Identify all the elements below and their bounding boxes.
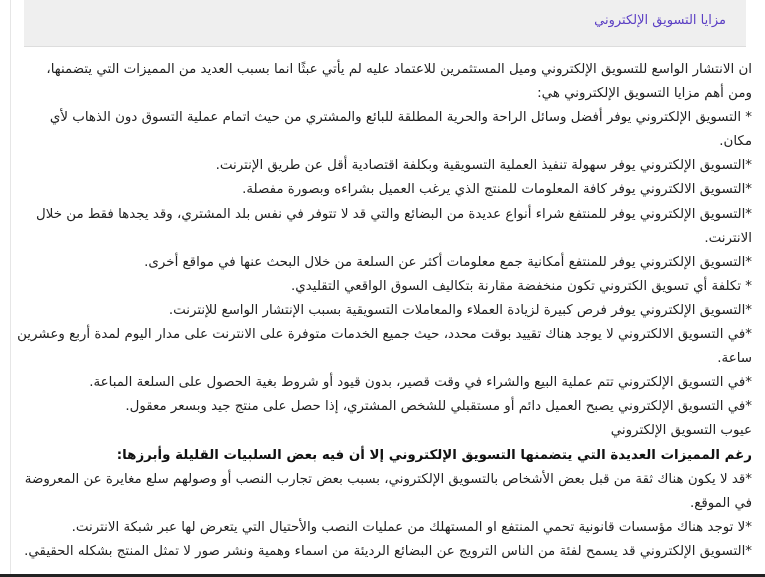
article-body xyxy=(14,58,752,564)
drawbacks-intro: رغم المميزات العديدة التي يتضمنها التسويق الإلكتروني إلا أن فيه بعض السلبيات القليلة وأبرزها: xyxy=(116,447,752,463)
section-title: مزايا التسويق الإلكتروني xyxy=(594,13,726,28)
intro-paragraph: ان الانتشار الواسع للتسويق الإلكتروني وميل المستثمرين للاعتماد عليه لم يأتي عبثًا انما بسبب العديد من المميزات التي يتضمنها، xyxy=(46,62,752,77)
drawbacks-heading: عيوب التسويق الإلكتروني xyxy=(610,423,752,439)
advantage-item: *التسويق الإلكتروني يوفر للمنتفع شراء أنواع عديدة من البضائع والتي قد لا تتوفر في نفس بلد المشتري، وقد يجدها فقط من خلال الانترنت. xyxy=(36,206,752,246)
advantage-item: * التسويق الإلكتروني يوفر أفضل وسائل الراحة والحرية المطلقة للبائع والمشتري من حيث اتمام عملية التسوق دون الذهاب لأي مكان. xyxy=(49,110,752,150)
drawback-item: *لا توجد هناك مؤسسات قانونية تحمي المنتفع او المستهلك من عمليات النصب والأحتيال التي يتعرض لها عبر شبكة الانترنت. xyxy=(71,519,752,535)
advantage-item: *في التسويق الإلكتروني تتم عملية البيع والشراء في وقت قصير، بدون قيود أو شروط بغية الحصول على السلعة المباعة. xyxy=(89,375,752,391)
section-header xyxy=(24,0,746,47)
drawback-item: *قد لا يكون هناك ثقة من قبل بعض الأشخاص بالتسويق الإلكتروني، بسبب بعض تجارب النصب أو وصولهم سلع مغايرة عن المعروضة في الموقع. xyxy=(24,471,752,511)
advantage-item: *التسويق الإلكتروني يوفر سهولة تنفيذ العملية التسويقية وبكلفة اقتصادية أقل عن طريق الإنترنت. xyxy=(215,158,752,174)
advantage-item: * تكلفة أي تسويق الكتروني تكون منخفضة مقارنة بتكاليف السوق الواقعي التقليدي. xyxy=(291,278,752,294)
drawback-item: *التسويق الإلكتروني قد يسمح لفئة من الناس الترويج عن البضائع الرديئة من اسماء وهمية ونشر صور لا تمثل المنتج بشكله الحقيقي. xyxy=(24,543,752,559)
left-border xyxy=(10,0,11,577)
advantage-item: *التسويق الالكتروني يوفر كافة المعلومات للمنتج الذي يرغب العميل بشراءه وبصورة مفصلة. xyxy=(242,182,752,198)
advantage-item: *التسويق الإلكتروني يوفر فرص كبيرة لزيادة العملاء والمعاملات التسويقية بسبب الإنتشار الواسع للإنترنت. xyxy=(168,302,752,318)
advantages-heading: ومن أهم مزايا التسويق الإلكتروني هي: xyxy=(537,86,752,102)
advantage-item: *التسويق الإلكتروني يوفر للمنتفع أمكانية جمع معلومات أكثر عن السلعة من خلال البحث عنها في مواقع أخرى. xyxy=(144,254,752,270)
advantage-item: *في التسويق الالكتروني لا يوجد هناك تقييد بوقت محدد، حيث جميع الخدمات متوفرة على الانترنت على مدار اليوم لمدة أربع وعشرين ساعة. xyxy=(17,327,752,367)
advantage-item: *في التسويق الإلكتروني يصبح العميل دائم أو مستقبلي للشخص المشتري، إذا حصل على منتج جيد وبسعر معقول. xyxy=(125,399,752,415)
